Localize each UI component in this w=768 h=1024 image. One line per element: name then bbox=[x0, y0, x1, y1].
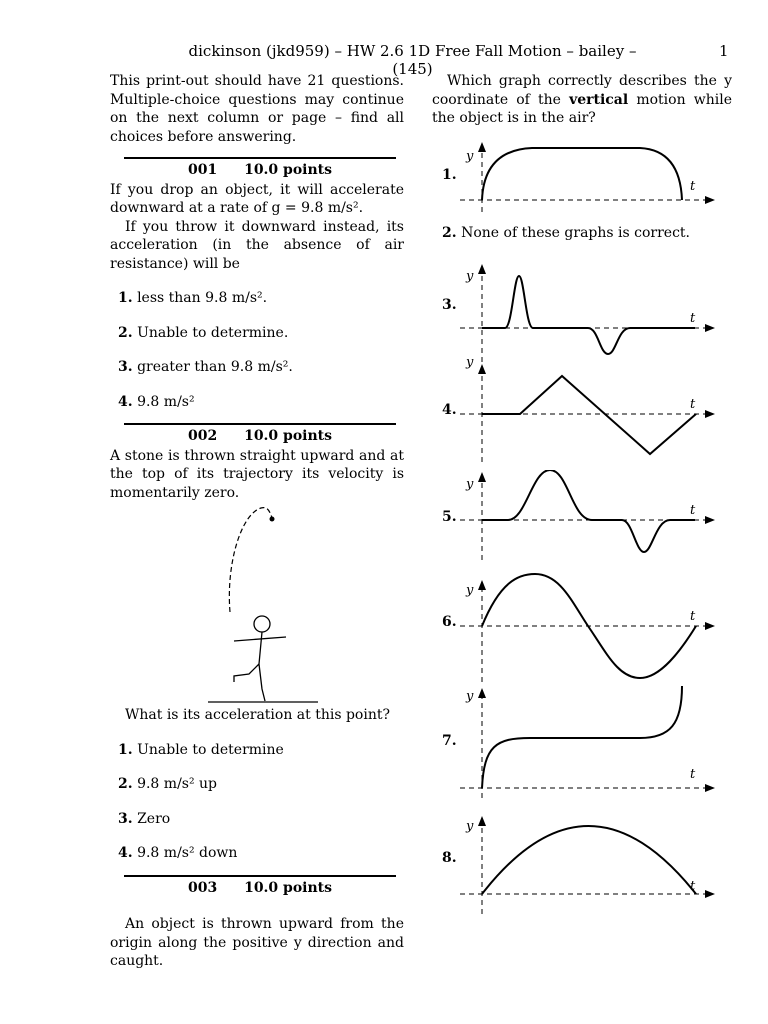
choice-text: Zero bbox=[137, 810, 171, 827]
right-column bbox=[432, 72, 732, 128]
graph-choice-number[interactable]: 8. bbox=[442, 850, 457, 866]
choice-text: Unable to determine bbox=[137, 741, 284, 758]
choice-text: 9.8 m/s² bbox=[137, 393, 195, 410]
choice-number: 1. bbox=[118, 741, 133, 758]
axis-y-label: y bbox=[466, 149, 474, 164]
axis-t-label: t bbox=[690, 879, 696, 894]
graph-choice-number[interactable]: 6. bbox=[442, 614, 457, 630]
question-number: 001 bbox=[187, 162, 218, 178]
graph-choice-2[interactable] bbox=[442, 225, 690, 241]
graph-choice-number[interactable]: 4. bbox=[442, 402, 457, 418]
prompt-text: motion while the object is in the air? bbox=[432, 91, 732, 126]
axis-y-label: y bbox=[466, 689, 474, 704]
axis-y-label: y bbox=[466, 355, 474, 370]
question-text: An object is thrown upward from the origin along the positive y direction and caught. bbox=[110, 916, 404, 969]
question-header-002 bbox=[110, 427, 410, 446]
question-points: 10.0 points bbox=[244, 428, 333, 444]
graph-7 bbox=[460, 684, 720, 798]
prompt-text: Which graph correctly describes the y coordinate of the bbox=[432, 73, 732, 108]
axis-y-label: y bbox=[466, 477, 474, 492]
choice-item[interactable] bbox=[118, 393, 404, 412]
graph-6 bbox=[460, 572, 720, 682]
page-number: 1 bbox=[719, 42, 729, 60]
question-points: 10.0 points bbox=[244, 879, 333, 896]
question-text: A stone is thrown straight upward and at the top of its trajectory its velocity is momentarily zero. bbox=[110, 447, 404, 501]
axis-t-label: t bbox=[690, 503, 696, 518]
graph-4 bbox=[460, 352, 720, 462]
choice-text: Unable to determine. bbox=[137, 324, 289, 341]
graph-choice-number[interactable]: 1. bbox=[442, 167, 457, 183]
axis-t-label: t bbox=[690, 609, 696, 624]
choice-item[interactable] bbox=[118, 358, 404, 377]
axis-t-label: t bbox=[690, 179, 696, 194]
intro-text: This print-out should have 21 questions. Multiple-choice questions may continue on the next column or page – find all choices before answering. bbox=[110, 73, 404, 145]
choice-item[interactable] bbox=[118, 741, 404, 760]
question-text: If you throw it downward instead, its acceleration (in the absence of air resistance) will be bbox=[110, 218, 404, 272]
question-number: 003 bbox=[187, 879, 218, 896]
graph-1 bbox=[460, 140, 720, 212]
choice-text: less than 9.8 m/s². bbox=[137, 290, 268, 306]
axis-t-label: t bbox=[690, 767, 696, 782]
choice-number: 2. bbox=[118, 776, 133, 792]
question-header-003 bbox=[110, 879, 410, 898]
graph-choice-number[interactable]: 5. bbox=[442, 509, 457, 525]
question-divider bbox=[124, 157, 396, 159]
graph-choice-number[interactable]: 3. bbox=[442, 297, 457, 313]
choice-item[interactable] bbox=[118, 810, 404, 829]
choice-number: 4. bbox=[118, 845, 133, 861]
choice-item[interactable] bbox=[118, 775, 404, 794]
question-divider bbox=[124, 423, 396, 425]
question-text: What is its acceleration at this point? bbox=[125, 707, 390, 723]
graph-5 bbox=[460, 470, 720, 560]
graph-question-prompt bbox=[432, 72, 732, 128]
graph-choice-text: None of these graphs is correct. bbox=[461, 225, 690, 241]
header-title: dickinson (jkd959) – HW 2.6 1D Free Fall Motion – bailey – (145) bbox=[188, 42, 637, 78]
choice-text: 9.8 m/s² down bbox=[137, 845, 238, 861]
choice-number: 3. bbox=[118, 359, 133, 375]
axis-y-label: y bbox=[466, 269, 474, 284]
axis-t-label: t bbox=[690, 397, 696, 412]
left-column bbox=[110, 72, 404, 971]
axis-y-label: y bbox=[466, 583, 474, 598]
graph-3 bbox=[460, 262, 720, 362]
choice-number: 1. bbox=[118, 290, 133, 306]
choice-text: greater than 9.8 m/s². bbox=[137, 359, 293, 375]
question-number: 002 bbox=[187, 428, 218, 444]
graph-choice-number[interactable]: 7. bbox=[442, 733, 457, 749]
choice-item[interactable] bbox=[118, 324, 404, 343]
choice-number: 4. bbox=[118, 393, 133, 410]
graph-choice-number: 2. bbox=[442, 225, 457, 241]
graph-8 bbox=[460, 812, 720, 914]
choice-item[interactable] bbox=[118, 844, 404, 863]
choice-number: 2. bbox=[118, 324, 133, 341]
prompt-bold: vertical bbox=[569, 91, 629, 108]
axis-t-label: t bbox=[690, 311, 696, 326]
question-divider bbox=[124, 875, 396, 877]
choice-text: 9.8 m/s² up bbox=[137, 776, 218, 792]
question-points: 10.0 points bbox=[244, 162, 333, 178]
axis-y-label: y bbox=[466, 819, 474, 834]
stick-figure-illustration bbox=[206, 504, 336, 704]
choice-number: 3. bbox=[118, 810, 133, 827]
question-header-001 bbox=[110, 161, 410, 180]
choice-item[interactable] bbox=[118, 289, 404, 308]
question-text: If you drop an object, it will accelerate downward at a rate of g = 9.8 m/s². bbox=[110, 181, 404, 216]
